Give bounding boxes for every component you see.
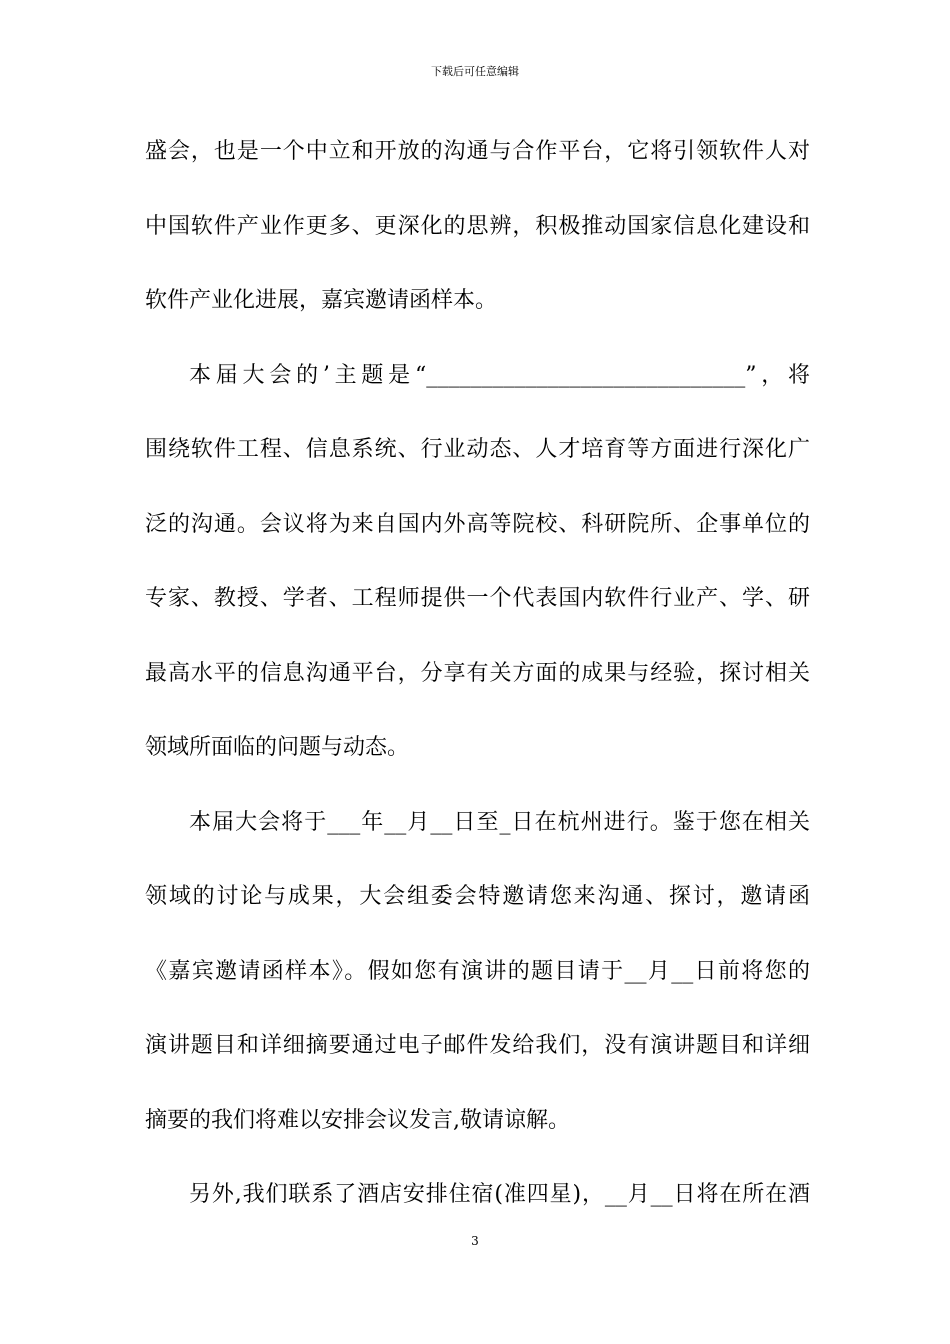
paragraph-2-line-6: 领域所面临的问题与动态。 xyxy=(145,735,410,760)
page-header: 下载后可任意编辑 xyxy=(431,65,519,78)
paragraph-2-line-5: 最高水平的信息沟通平台，分享有关方面的成果与经验，探讨相关 xyxy=(145,660,810,686)
paragraph-2-line-3: 泛的沟通。会议将为来自国内外高等院校、科研院所、企事单位的 xyxy=(145,511,810,537)
paragraph-3-line-4: 演讲题目和详细摘要通过电子邮件发给我们，没有演讲题目和详细 xyxy=(145,1033,810,1058)
paragraph-2-line-1: 本届大会的’主题是“_____________________________”，将 xyxy=(189,362,810,388)
page-number: 3 xyxy=(471,1234,479,1248)
paragraph-3-line-1: 本届大会将于___年__月__日至_日在杭州进行。鉴于您在相关 xyxy=(189,809,810,835)
paragraph-1-line-2: 中国软件产业作更多、更深化的思辨，积极推动国家信息化建设和 xyxy=(145,213,810,239)
paragraph-3-line-3: 《嘉宾邀请函样本》。假如您有演讲的题目请于__月__日前将您的 xyxy=(145,958,810,984)
paragraph-1-line-3: 软件产业化进展，嘉宾邀请函样本。 xyxy=(145,288,498,313)
paragraph-4-line-1: 另外,我们联系了酒店安排住宿(准四星)，__月__日将在所在酒 xyxy=(189,1182,810,1207)
document-body xyxy=(145,115,810,1233)
paragraph-2-line-2: 围绕软件工程、信息系统、行业动态、人才培育等方面进行深化广 xyxy=(145,437,810,462)
paragraph-2-line-4: 专家、教授、学者、工程师提供一个代表国内软件行业产、学、研 xyxy=(145,586,810,611)
paragraph-3-line-2: 领域的讨论与成果，大会组委会特邀请您来沟通、探讨，邀请函 xyxy=(145,884,810,909)
paragraph-1-line-1: 盛会，也是一个中立和开放的沟通与合作平台，它将引领软件人对 xyxy=(145,139,810,164)
paragraph-3-line-5: 摘要的我们将难以安排会议发言,敬请谅解。 xyxy=(145,1107,570,1133)
